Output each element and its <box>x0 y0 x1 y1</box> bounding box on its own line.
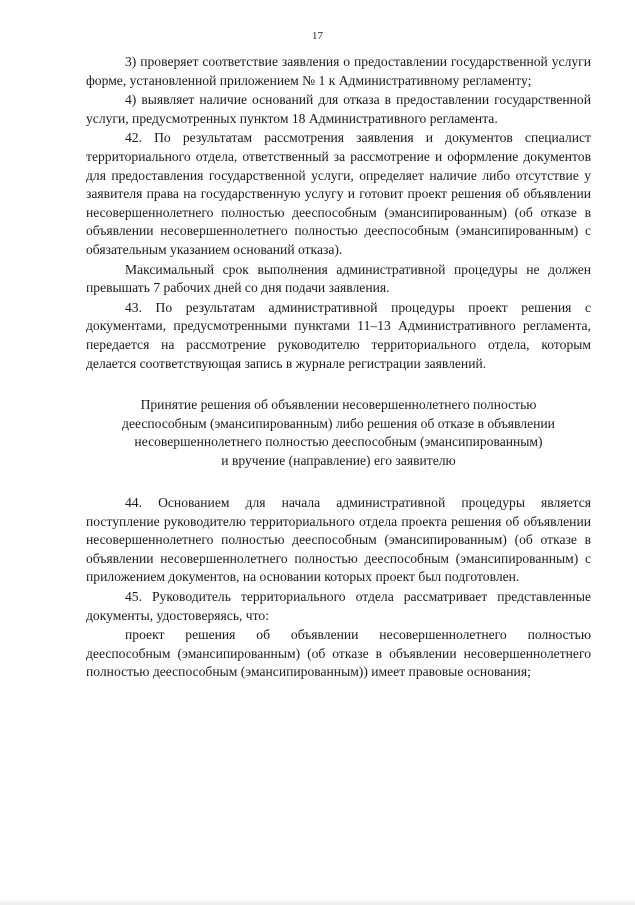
document-body <box>86 53 591 683</box>
section-heading <box>86 396 591 470</box>
paragraph-legal-basis: проект решения об объявлении несовершеннолетнего полностью дееспособным (эмансипированным) (об отказе в объявлении несовершеннолетнего полностью дееспособным (эмансипированным)) имеет правовые основания; <box>86 627 591 680</box>
paragraph-45: 45. Руководитель территориального отдела рассматривает представленные документы, удостоверяясь, что: <box>86 589 591 623</box>
section-heading-line: несовершеннолетнего полностью дееспособным (эмансипированным) <box>134 434 543 450</box>
paragraph-42: 42. По результатам рассмотрения заявления и документов специалист территориального отдела, ответственный за рассмотрение и оформление документов для предоставления государственной услуги, определяет наличие либо отсутствие у заявителя права на государственную услугу и готовит проект решения об объявлении несовершеннолетнего полностью дееспособным (эмансипированным) (об отказе в объявлении несовершеннолетнего полностью дееспособным (эмансипированным) с обязательным указанием оснований отказа). <box>86 130 591 257</box>
paragraph-max-term: Максимальный срок выполнения административной процедуры не должен превышать 7 рабочих дней со дня подачи заявления. <box>86 261 591 296</box>
scan-edge <box>0 899 635 905</box>
section-heading-line: и вручение (направление) его заявителю <box>221 452 456 468</box>
paragraph-item-4: 4) выявляет наличие оснований для отказа в предоставлении государственной услуги, предусмотренных пунктом 18 Административного регламента. <box>86 92 591 126</box>
paragraph-43: 43. По результатам административной процедуры проект решения с документами, предусмотренными пунктами 11–13 Административного регламента, передается на рассмотрение руководителю территориального отдела, которым делается соответствующая запись в журнале регистрации заявлений. <box>86 299 591 371</box>
section-heading-line: дееспособным (эмансипированным) либо решения об отказе в объявлении <box>122 415 555 431</box>
paragraph-item-3: 3) проверяет соответствие заявления о предоставлении государственной услуги форме, установленной приложением № 1 к Административному регламенту; <box>86 54 591 88</box>
section-heading-line: Принятие решения об объявлении несовершеннолетнего полностью <box>140 397 537 413</box>
page-number: 17 <box>312 30 323 42</box>
paragraph-44: 44. Основанием для начала административной процедуры является поступление руководителю территориального отдела проекта решения об объявлении несовершеннолетнего полностью дееспособным (эмансипированным) (об отказе в объявлении несовершеннолетнего полностью дееспособным (эмансипированным) с приложением документов, на основании которых проект был подготовлен. <box>86 495 591 585</box>
